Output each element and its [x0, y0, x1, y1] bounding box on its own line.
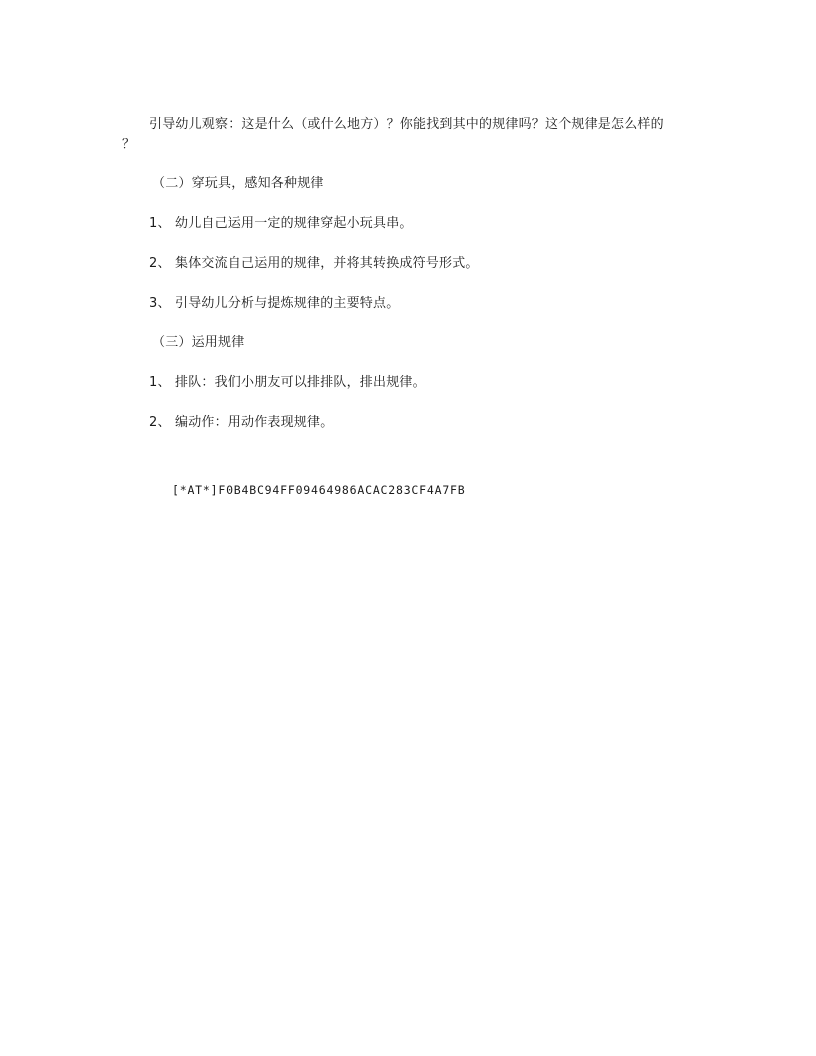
section-2-heading: （二）穿玩具，感知各种规律 [152, 176, 324, 191]
section-2-item-2: 2、 集体交流自己运用的规律，并将其转换成符号形式。 [149, 256, 479, 271]
section-2-item-1: 1、 幼儿自己运用一定的规律穿起小玩具串。 [149, 216, 413, 231]
intro-paragraph-line-2: ？ [122, 137, 136, 152]
section-3-heading: （三）运用规律 [152, 335, 245, 350]
document-code-line: [*AT*]F0B4BC94FF09464986ACAC283CF4A7FB [172, 483, 466, 497]
section-3-item-1: 1、 排队：我们小朋友可以排排队，排出规律。 [149, 375, 426, 390]
section-3-item-2: 2、 编动作：用动作表现规律。 [149, 415, 334, 430]
section-2-item-3: 3、 引导幼儿分析与提炼规律的主要特点。 [149, 296, 400, 311]
intro-paragraph-line-1: 引导幼儿观察：这是什么（或什么地方）？你能找到其中的规律吗？这个规律是怎么样的 [149, 117, 664, 132]
